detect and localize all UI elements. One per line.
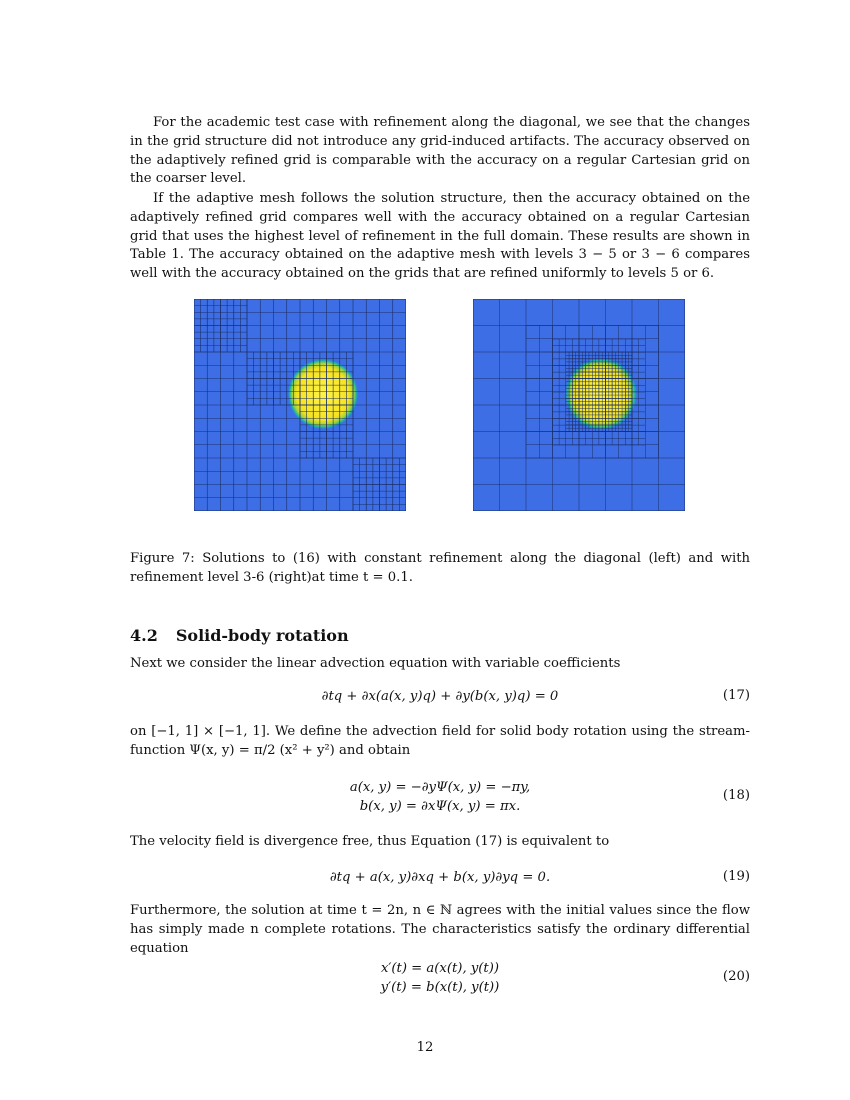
equation-17-number: (17) <box>722 688 750 703</box>
equation-19-body: ∂tq + a(x, y)∂xq + b(x, y)∂yq = 0. <box>329 870 551 885</box>
paragraph-streamfunction: on [−1, 1] × [−1, 1]. We define the advection field for solid body rotation using the stream-function Ψ(x, y) = π/2 (x² + y²) and obtain <box>130 724 750 758</box>
equation-19-number: (19) <box>722 869 750 884</box>
equation-18-line-1: a(x, y) = −∂yΨ(x, y) = −πy, <box>349 780 531 795</box>
equation-17 <box>130 688 750 706</box>
paragraph-linear-advection: Next we consider the linear advection equation with variable coefficients <box>130 656 621 671</box>
equation-18-line-2: b(x, y) = ∂xΨ(x, y) = πx. <box>359 799 521 814</box>
equation-19 <box>130 869 750 887</box>
paragraph-diagonal-test: For the academic test case with refinement along the diagonal, we see that the changes in the grid structure did not introduce any grid-induced artifacts. The accuracy observed on the adaptively refined grid is comparable with the accuracy on a regular Cartesian grid on the coarser level. <box>130 115 750 187</box>
section-title: Solid-body rotation <box>175 626 349 645</box>
section-heading <box>130 626 349 645</box>
section-number: 4.2 <box>130 626 158 645</box>
equation-18-number: (18) <box>722 788 750 803</box>
equation-18 <box>130 778 750 816</box>
equation-20 <box>130 959 750 997</box>
figure-caption: Figure 7: Solutions to (16) with constant refinement along the diagonal (left) and with refinement level 3-6 (right)at time t = 0.1. <box>130 551 750 585</box>
paragraph-adaptive-mesh: If the adaptive mesh follows the solution structure, then the accuracy obtained on the adaptively refined grid compares well with the accuracy obtained on a regular Cartesian grid that uses the highest level of refinement in the full domain. These results are shown in Table 1. The accuracy obtained on the adaptive mesh with levels 3 − 5 or 3 − 6 compares well with the accuracy obtained on the grids that are refined uniformly to levels 5 or 6. <box>130 191 750 282</box>
paragraph-divergence-free: The velocity field is divergence free, thus Equation (17) is equivalent to <box>130 834 610 849</box>
paragraph-characteristics: Furthermore, the solution at time t = 2n, n ∈ ℕ agrees with the initial values since the flow has simply made n complete rotations. The characteristics satisfy the ordinary differential equation <box>130 903 750 956</box>
page-number: 12 <box>416 1040 434 1055</box>
equation-20-line-2: y′(t) = b(x(t), y(t)) <box>380 980 500 995</box>
figure-right-adaptive-refinement <box>473 299 685 511</box>
equation-20-number: (20) <box>722 969 750 984</box>
equation-17-body: ∂tq + ∂x(a(x, y)q) + ∂y(b(x, y)q) = 0 <box>321 689 559 704</box>
figure-left-diagonal-refinement <box>194 299 406 511</box>
equation-20-line-1: x′(t) = a(x(t), y(t)) <box>380 961 500 976</box>
